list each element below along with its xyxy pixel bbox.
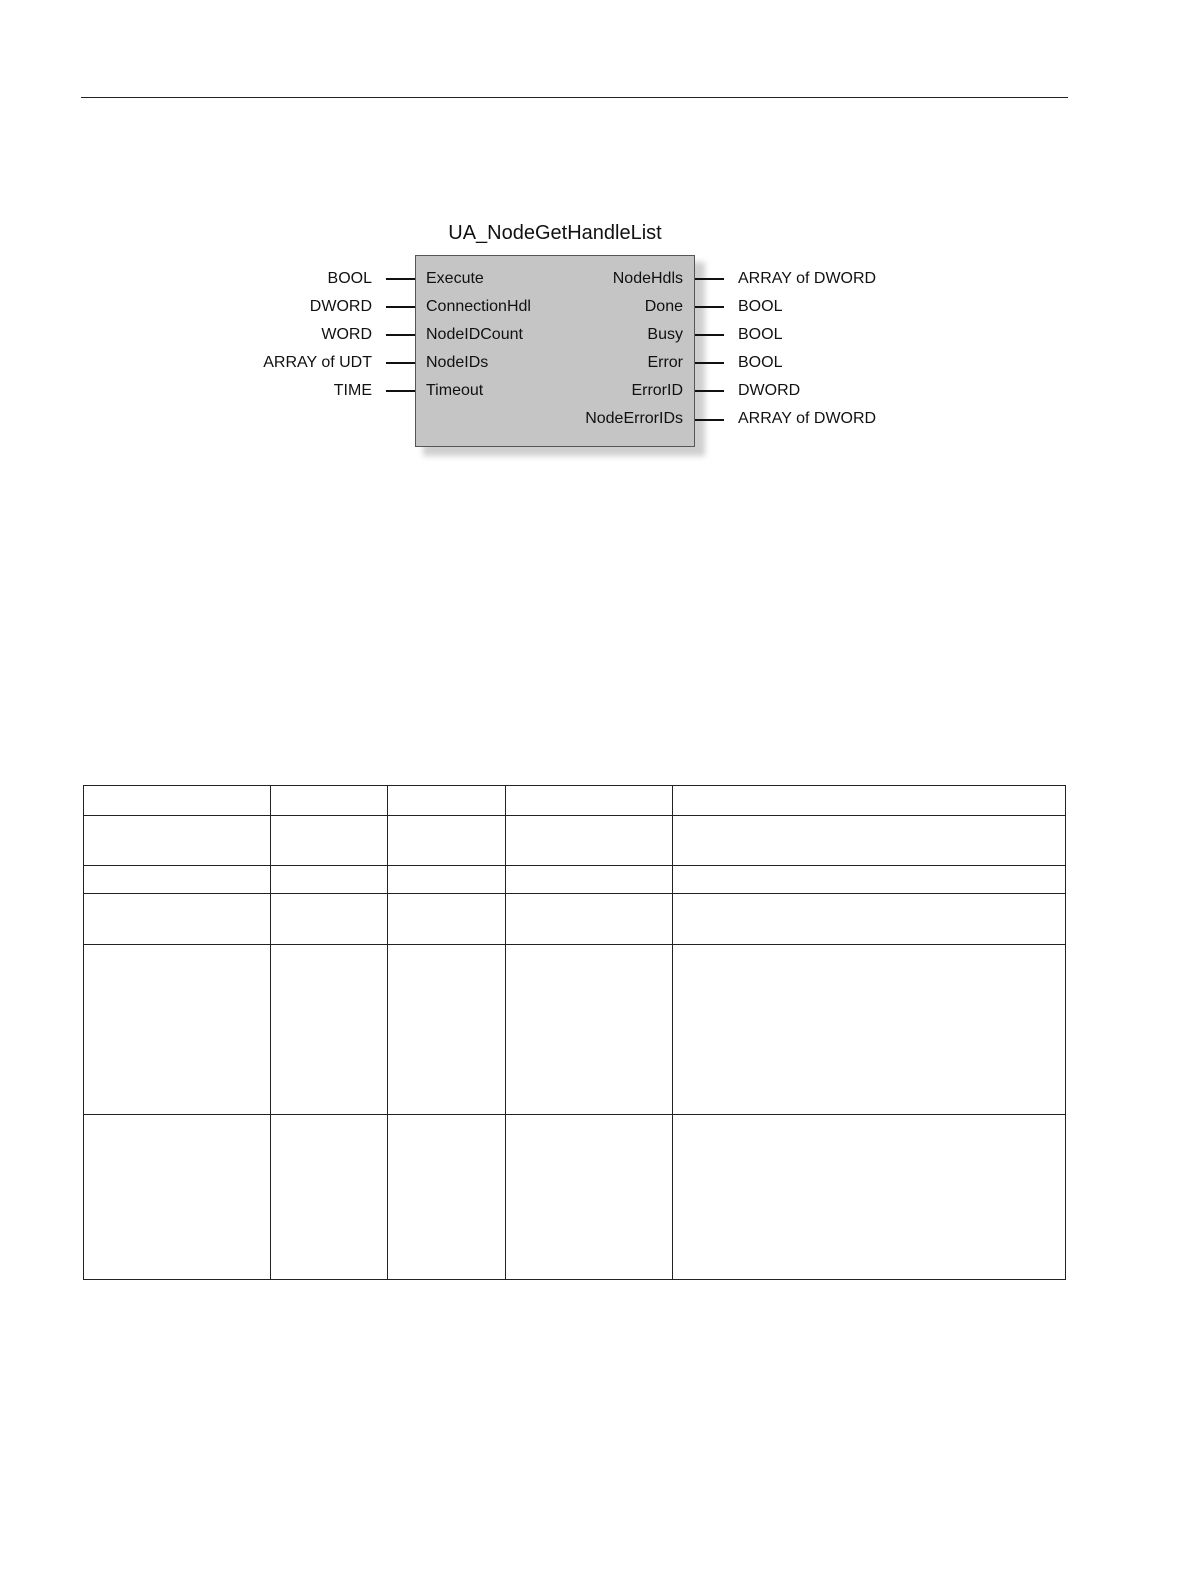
output-name-nodehdls: NodeHdls: [612, 270, 683, 287]
table-cell: [673, 1115, 1066, 1280]
output-type-busy: BOOL: [738, 326, 783, 343]
table-cell: [271, 816, 388, 866]
input-name-timeout: Timeout: [426, 382, 484, 399]
table-cell: [271, 894, 388, 945]
table-cell: [388, 1115, 506, 1280]
table-cell: [271, 786, 388, 816]
input-type-nodeids: ARRAY of UDT: [263, 354, 372, 371]
table-row: [84, 894, 1066, 945]
table-row: [84, 816, 1066, 866]
table-cell: [506, 866, 673, 894]
table-cell: [673, 945, 1066, 1115]
input-pin-timeout: [386, 390, 415, 392]
table-cell: [506, 894, 673, 945]
input-pin-nodeidcount: [386, 334, 415, 336]
output-type-nodeerrorids: ARRAY of DWORD: [738, 410, 877, 427]
table-row: [84, 786, 1066, 816]
table-cell: [84, 816, 271, 866]
table-cell: [84, 1115, 271, 1280]
output-type-errorid: DWORD: [738, 382, 801, 399]
output-name-nodeerrorids: NodeErrorIDs: [585, 410, 683, 427]
table-cell: [506, 816, 673, 866]
table-row: [84, 866, 1066, 894]
table-cell: [673, 816, 1066, 866]
input-name-connectionhdl: ConnectionHdl: [426, 298, 531, 315]
input-type-execute: BOOL: [327, 270, 372, 287]
table-cell: [673, 894, 1066, 945]
table-cell: [506, 786, 673, 816]
output-name-busy: Busy: [647, 326, 683, 343]
parameter-table: [83, 785, 1066, 1280]
table-cell: [388, 866, 506, 894]
input-type-connectionhdl: DWORD: [309, 298, 372, 315]
output-pin-busy: [695, 334, 724, 336]
input-type-timeout: TIME: [333, 382, 372, 399]
output-pin-errorid: [695, 390, 724, 392]
input-name-nodeidcount: NodeIDCount: [426, 326, 523, 343]
input-pin-nodeids: [386, 362, 415, 364]
input-name-nodeids: NodeIDs: [426, 354, 489, 371]
output-type-done: BOOL: [738, 298, 783, 315]
function-block-title: UA_NodeGetHandleList: [448, 222, 662, 244]
table-cell: [388, 816, 506, 866]
table-cell: [673, 786, 1066, 816]
output-pin-nodehdls: [695, 278, 724, 280]
input-pin-execute: [386, 278, 415, 280]
output-type-nodehdls: ARRAY of DWORD: [738, 270, 877, 287]
table-cell: [271, 866, 388, 894]
output-pin-done: [695, 306, 724, 308]
table-cell: [271, 945, 388, 1115]
table-cell: [506, 945, 673, 1115]
output-name-done: Done: [644, 298, 683, 315]
table-cell: [271, 1115, 388, 1280]
table-cell: [388, 894, 506, 945]
input-name-execute: Execute: [426, 270, 484, 287]
function-block-diagram: [0, 0, 1191, 500]
table-cell: [84, 866, 271, 894]
input-pin-connectionhdl: [386, 306, 415, 308]
table-cell: [84, 894, 271, 945]
output-pin-error: [695, 362, 724, 364]
table-cell: [388, 786, 506, 816]
output-pin-nodeerrorids: [695, 419, 724, 421]
output-name-error: Error: [647, 354, 683, 371]
output-name-errorid: ErrorID: [631, 382, 683, 399]
table-row: [84, 1115, 1066, 1280]
table-cell: [506, 1115, 673, 1280]
table-row: [84, 945, 1066, 1115]
table-cell: [84, 945, 271, 1115]
table-cell: [673, 866, 1066, 894]
output-type-error: BOOL: [738, 354, 783, 371]
table-cell: [388, 945, 506, 1115]
input-type-nodeidcount: WORD: [321, 326, 372, 343]
table-cell: [84, 786, 271, 816]
